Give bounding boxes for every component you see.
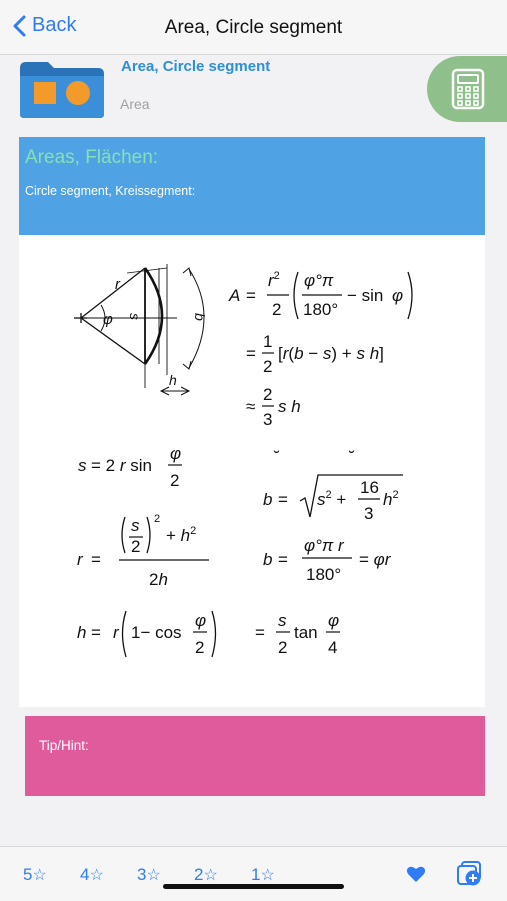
svg-text:1: 1 [263, 332, 273, 351]
svg-text:˘: ˘ [349, 448, 355, 467]
svg-text:h2: $h^2$ [383, 489, 399, 509]
svg-text:− sin: − sin [347, 286, 384, 305]
svg-text:=: = [246, 344, 256, 363]
svg-text:16: 16 [360, 478, 379, 497]
svg-text:b: b [263, 490, 273, 509]
svg-text:2: 2 [272, 300, 282, 319]
svg-text:2: 2 [154, 513, 161, 525]
svg-text:s: s [278, 611, 287, 630]
svg-text:2: 2 [131, 537, 141, 556]
page-title: Area, Circle segment [164, 17, 343, 38]
label-s: s [127, 313, 143, 320]
category-title: Area, Circle segment [121, 58, 271, 75]
svg-text:≈: ≈ [246, 397, 256, 416]
label-h: h [169, 372, 177, 388]
svg-text:r2: $r^2$ [268, 270, 280, 290]
svg-text:+ h2: + $h^2$ [166, 525, 197, 545]
svg-text:φ°π r: φ°π r [304, 536, 344, 555]
category-subtitle: Area [120, 96, 150, 112]
svg-text:˘: ˘ [274, 448, 280, 467]
svg-text:180°: 180° [306, 565, 342, 584]
heart-icon[interactable] [406, 865, 426, 883]
home-indicator [163, 884, 344, 889]
svg-text:4: 4 [328, 638, 338, 657]
calculator-button[interactable] [427, 56, 507, 122]
card-header [19, 137, 485, 235]
svg-text:1− cos: 1− cos [131, 623, 182, 642]
svg-text:=: = [246, 286, 256, 305]
star-icon: ☆ [32, 867, 47, 884]
svg-text:r: r [113, 623, 119, 642]
formula-card [19, 137, 485, 707]
formula-chord [78, 444, 182, 490]
svg-text:= φr: = φr [359, 550, 391, 569]
svg-text:180°: 180° [303, 300, 339, 319]
svg-text:=: = [278, 490, 288, 509]
rate-2-button[interactable] [194, 865, 218, 885]
card-heading: Areas, Flächen: [25, 147, 159, 168]
svg-text:2: 2 [278, 638, 288, 657]
star-icon: ☆ [203, 867, 218, 884]
label-phi: φ [103, 311, 113, 328]
svg-text:φ: φ [170, 444, 182, 463]
rate-3-button[interactable] [137, 865, 161, 885]
back-label: Back [32, 14, 77, 36]
formula-radius [77, 513, 209, 589]
svg-text:φ: φ [392, 286, 404, 305]
rate-3-label: 3 [137, 865, 147, 884]
calculator-icon [451, 68, 485, 110]
svg-text:[r(b − s) + s h]: [r(b − s) + s h] [278, 344, 384, 363]
svg-text:φ°π: φ°π [304, 271, 334, 290]
rate-4-button[interactable] [80, 865, 104, 885]
svg-text:φ: φ [195, 611, 207, 630]
svg-text:2: 2 [263, 385, 273, 404]
svg-text:2: 2 [170, 471, 180, 490]
svg-text:=: = [255, 623, 265, 642]
svg-text:=: = [91, 550, 101, 569]
svg-text:= 2 r sin: = 2 r sin [91, 456, 152, 475]
star-icon: ☆ [146, 867, 161, 884]
rate-1-label: 1 [251, 865, 261, 884]
formula-image [19, 235, 485, 707]
rate-5-button[interactable] [23, 865, 47, 885]
svg-text:s2 +: $s^2$ + [317, 489, 347, 509]
svg-text:h: h [77, 623, 87, 642]
card-subheading: Circle segment, Kreissegment: [25, 184, 196, 198]
svg-text:b: b [263, 550, 273, 569]
label-r: r [115, 276, 120, 293]
circle-segment-diagram [74, 264, 204, 395]
svg-text:s h: s h [278, 397, 301, 416]
formula-arc-length [263, 448, 403, 523]
bottom-toolbar [0, 846, 507, 901]
add-to-collection-icon[interactable] [456, 861, 484, 887]
svg-text:2: 2 [263, 357, 273, 376]
svg-text:φ: φ [328, 611, 340, 630]
formula-arc-radian [263, 536, 392, 584]
svg-text:s: s [131, 516, 140, 535]
tip-box [25, 716, 485, 796]
svg-text:3: 3 [263, 410, 273, 429]
star-icon: ☆ [89, 867, 104, 884]
rate-2-label: 2 [194, 865, 204, 884]
svg-text:3: 3 [364, 504, 374, 523]
formula-height [77, 611, 340, 657]
svg-text:2: 2 [195, 638, 205, 657]
rate-4-label: 4 [80, 865, 90, 884]
svg-text:A: A [229, 286, 241, 305]
svg-text:r: r [77, 550, 83, 569]
tip-label: Tip/Hint: [39, 738, 89, 753]
svg-text:=: = [91, 623, 101, 642]
svg-text:tan: tan [294, 623, 318, 642]
label-b: b [192, 313, 208, 321]
folder-icon [18, 58, 106, 120]
rate-1-button[interactable] [251, 865, 275, 885]
star-icon: ☆ [260, 867, 275, 884]
navigation-bar [0, 0, 507, 55]
rate-5-label: 5 [23, 865, 33, 884]
svg-text:=: = [278, 550, 288, 569]
svg-text:2h: 2h [149, 570, 168, 589]
svg-text:s: s [78, 456, 87, 475]
formula-area [228, 270, 412, 429]
